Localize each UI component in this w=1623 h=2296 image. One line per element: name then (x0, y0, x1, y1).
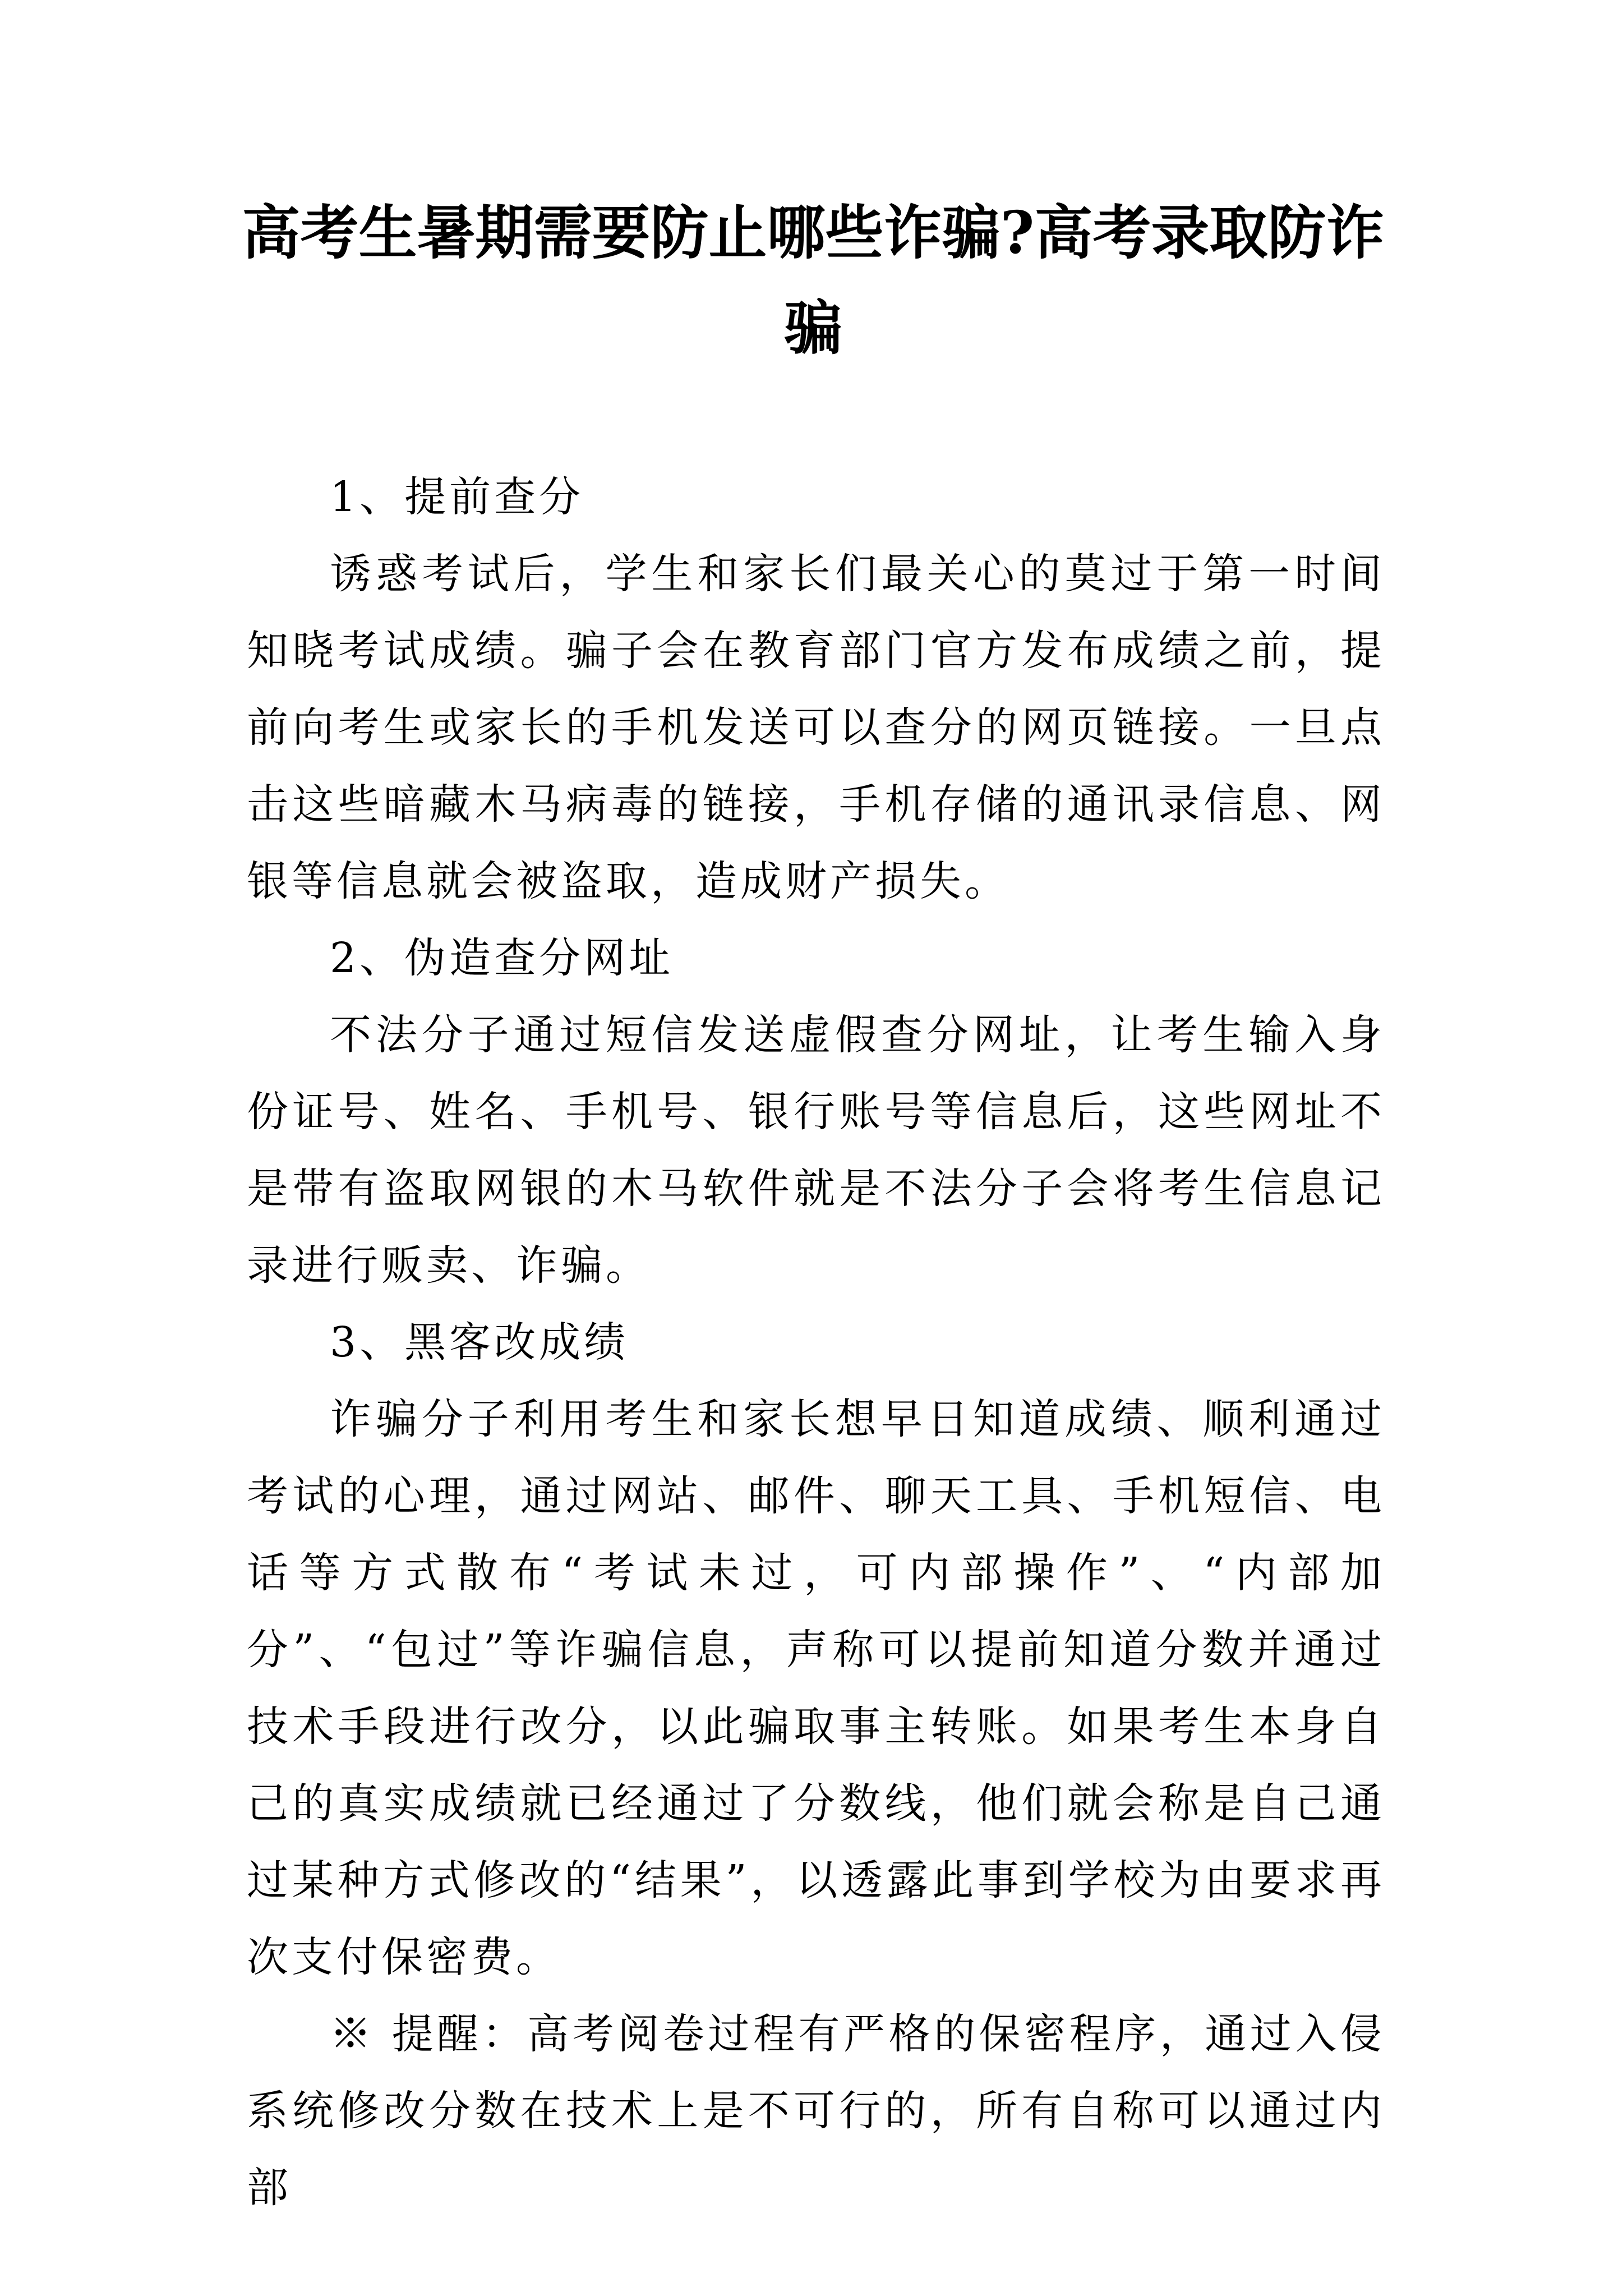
section-heading-3: 3、黑客改成绩 (330, 1318, 629, 1366)
reminder-paragraph: ※ 提醒：高考阅卷过程有严格的保密程序，通过入侵系统修改分数在技术上是不可行的，所有自称可以通过内部 (247, 2010, 1385, 2212)
paragraph-3: 诈骗分子利用考生和家长想早日知道成绩、顺利通过考试的心理，通过网站、邮件、聊天工具、手机短信、电话等方式散布“考试未过，可内部操作”、“内部加分”、“包过”等诈骗信息，声称可以提前知道分数并通过技术手段进行改分，以此骗取事主转账。如果考生本身自己的真实成绩就已经通过了分数线，他们就会称是自己通过某种方式修改的“结果”，以透露此事到学校为由要求再次支付保密费。 (247, 1395, 1385, 1981)
section-heading-2: 2、伪造查分网址 (330, 934, 674, 982)
document-title: 高考生暑期需要防止哪些诈骗?高考录取防诈骗 (242, 198, 1385, 362)
paragraph-2: 不法分子通过短信发送虚假查分网址，让考生输入身份证号、姓名、手机号、银行账号等信息后，这些网址不是带有盗取网银的木马软件就是不法分子会将考生信息记录进行贩卖、诈骗。 (247, 1011, 1385, 1290)
paragraph-1: 诱惑考试后，学生和家长们最关心的莫过于第一时间知晓考试成绩。骗子会在教育部门官方发布成绩之前，提前向考生或家长的手机发送可以查分的网页链接。一旦点击这些暗藏木马病毒的链接，手机存储的通讯录信息、网银等信息就会被盗取，造成财产损失。 (247, 550, 1385, 905)
document-body (247, 459, 1385, 2226)
section-heading-1: 1、提前查分 (330, 473, 584, 521)
